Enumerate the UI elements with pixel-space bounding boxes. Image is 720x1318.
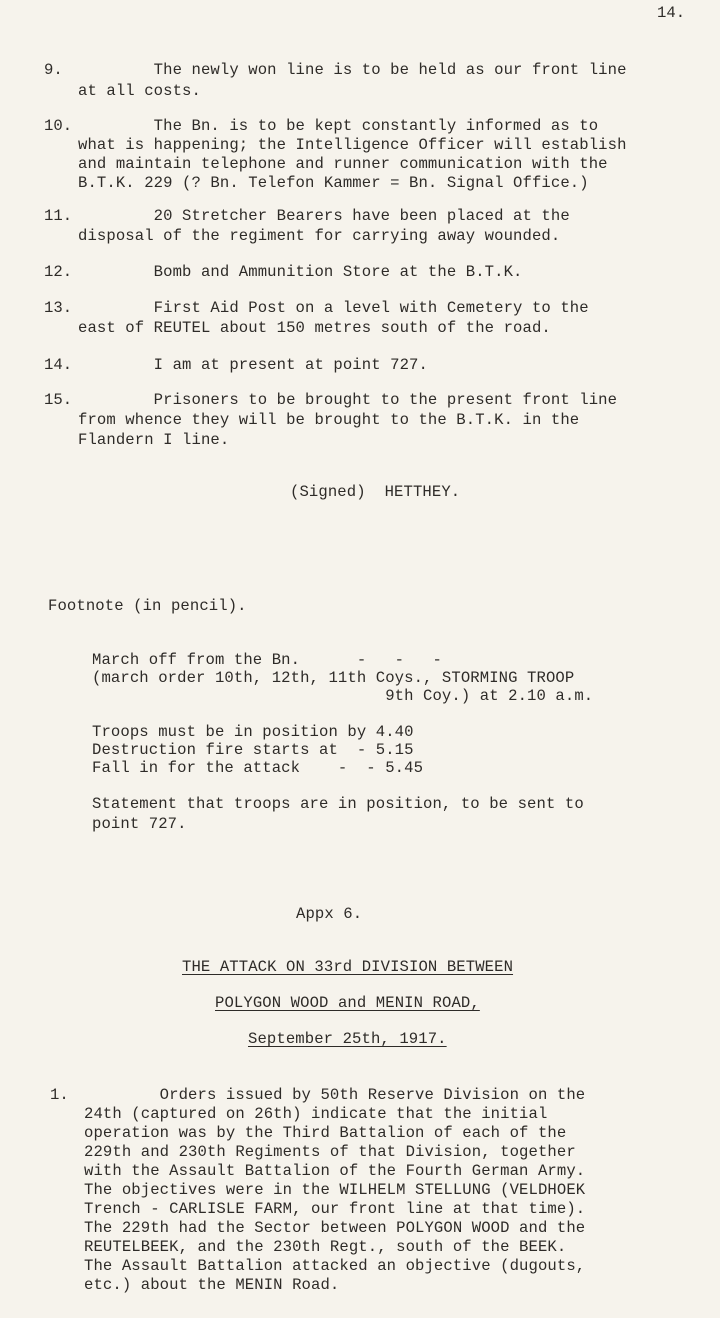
appendix-title-line: THE ATTACK ON 33rd DIVISION BETWEEN bbox=[182, 958, 514, 976]
paragraph-line: Flandern I line. bbox=[78, 431, 230, 449]
paragraph-line: from whence they will be brought to the B.T.K. in the bbox=[78, 411, 580, 429]
paragraph-line: REUTELBEEK, and the 230th Regt., south of the BEEK. bbox=[84, 1238, 567, 1256]
footnote-line: 9th Coy.) at 2.10 a.m. bbox=[92, 687, 594, 705]
paragraph-line: Orders issued by 50th Reserve Division on the bbox=[84, 1086, 586, 1104]
appendix-title-line: POLYGON WOOD and MENIN ROAD, bbox=[215, 994, 480, 1012]
paragraph-number: 15. bbox=[44, 391, 73, 409]
paragraph-line: with the Assault Battalion of the Fourth German Army. bbox=[84, 1162, 586, 1180]
appendix-title-line: September 25th, 1917. bbox=[248, 1030, 447, 1048]
paragraph-line: B.T.K. 229 (? Bn. Telefon Kammer = Bn. Signal Office.) bbox=[78, 174, 589, 192]
paragraph-line: east of REUTEL about 150 metres south of the road. bbox=[78, 319, 551, 337]
paragraph-line: and maintain telephone and runner communication with the bbox=[78, 155, 608, 173]
paragraph-line: The Assault Battalion attacked an objective (dugouts, bbox=[84, 1257, 586, 1275]
paragraph-line: etc.) about the MENIN Road. bbox=[84, 1276, 340, 1294]
signature: (Signed) HETTHEY. bbox=[290, 483, 461, 501]
paragraph-line: 20 Stretcher Bearers have been placed at the bbox=[78, 207, 570, 225]
paragraph-line: The 229th had the Sector between POLYGON WOOD and the bbox=[84, 1219, 586, 1237]
paragraph-line: The objectives were in the WILHELM STELLUNG (VELDHOEK bbox=[84, 1181, 586, 1199]
footnote-time-line: Troops must be in position by 4.40 bbox=[92, 723, 414, 741]
paragraph-line: First Aid Post on a level with Cemetery to the bbox=[78, 299, 589, 317]
paragraph-line: what is happening; the Intelligence Officer will establish bbox=[78, 136, 627, 154]
paragraph-line: Trench - CARLISLE FARM, our front line at that time). bbox=[84, 1200, 586, 1218]
footnote-line: March off from the Bn. - - - bbox=[92, 651, 442, 669]
appendix-label: Appx 6. bbox=[296, 905, 363, 923]
paragraph-line: I am at present at point 727. bbox=[78, 356, 428, 374]
paragraph-line: 24th (captured on 26th) indicate that the initial bbox=[84, 1105, 548, 1123]
footnote-statement: point 727. bbox=[92, 815, 187, 833]
footnote-time-line: Fall in for the attack - - 5.45 bbox=[92, 759, 424, 777]
paragraph-number: 9. bbox=[44, 61, 63, 79]
paragraph-line: at all costs. bbox=[78, 82, 201, 100]
footnote-line: (march order 10th, 12th, 11th Coys., STORMING TROOP bbox=[92, 669, 575, 687]
paragraph-line: disposal of the regiment for carrying away wounded. bbox=[78, 227, 561, 245]
paragraph-line: 229th and 230th Regiments of that Division, together bbox=[84, 1143, 576, 1161]
paragraph-line: The newly won line is to be held as our front line bbox=[78, 61, 627, 79]
paragraph-number: 10. bbox=[44, 117, 73, 135]
paragraph-line: Bomb and Ammunition Store at the B.T.K. bbox=[78, 263, 523, 281]
paragraph-line: The Bn. is to be kept constantly informed as to bbox=[78, 117, 599, 135]
paragraph-number: 13. bbox=[44, 299, 73, 317]
paragraph-number: 11. bbox=[44, 207, 73, 225]
paragraph-line: operation was by the Third Battalion of each of the bbox=[84, 1124, 567, 1142]
page-number: 14. bbox=[657, 4, 686, 22]
footnote-heading: Footnote (in pencil). bbox=[48, 597, 247, 615]
paragraph-line: Prisoners to be brought to the present front line bbox=[78, 391, 618, 409]
footnote-statement: Statement that troops are in position, to be sent to bbox=[92, 795, 584, 813]
footnote-time-line: Destruction fire starts at - 5.15 bbox=[92, 741, 414, 759]
paragraph-number: 12. bbox=[44, 263, 73, 281]
paragraph-number: 1. bbox=[50, 1086, 69, 1104]
paragraph-number: 14. bbox=[44, 356, 73, 374]
